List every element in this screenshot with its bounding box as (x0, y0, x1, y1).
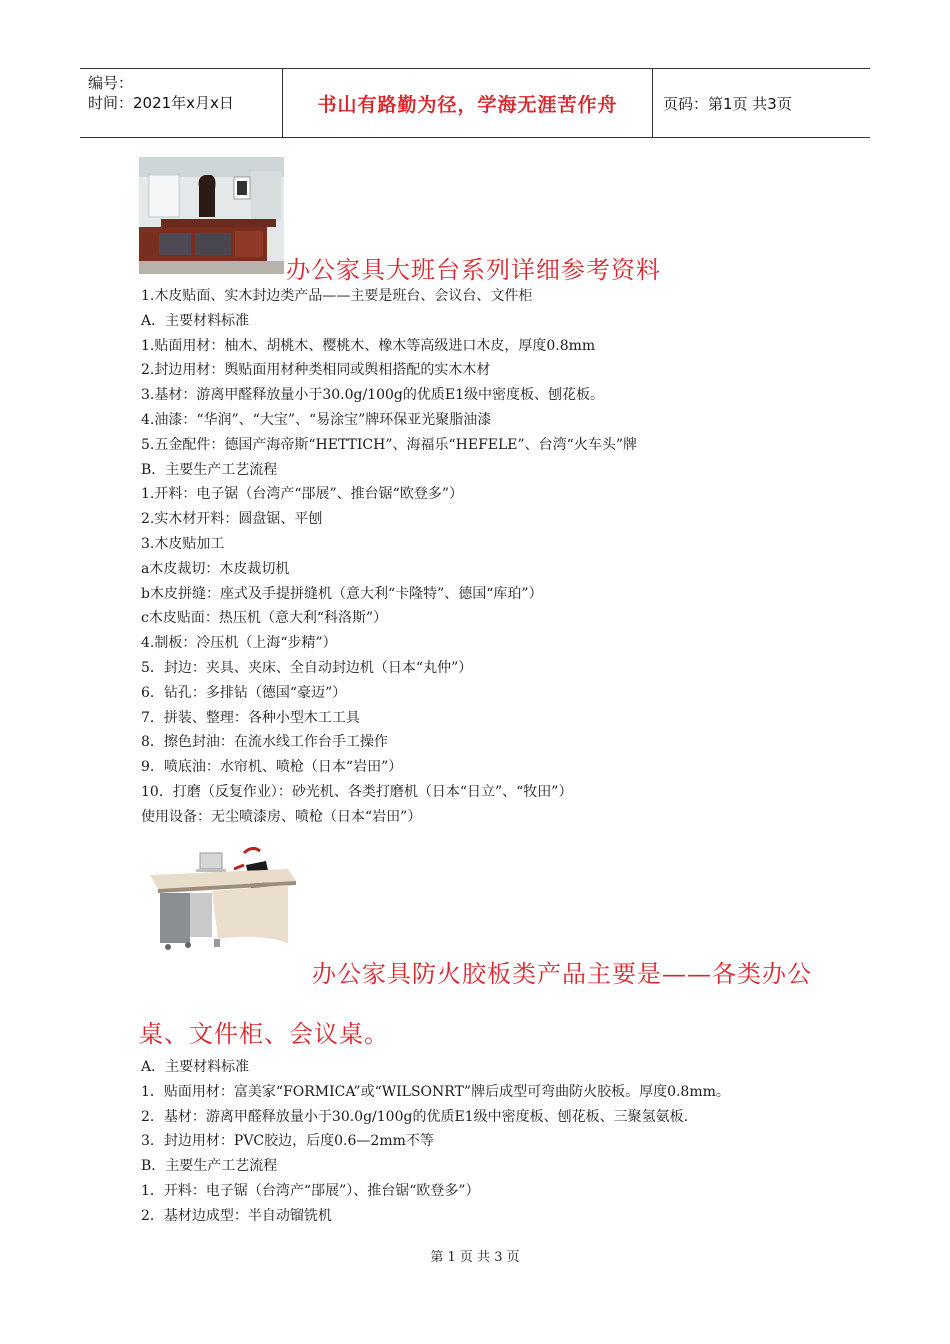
office-desk-image (148, 843, 298, 955)
section1-title: 办公家具大班台系列详细参考资料 (286, 256, 661, 284)
list-item: 3．封边用材：PVC胶边，后度0.6—2mm不等 (141, 1133, 434, 1150)
list-item: 10．打磨（反复作业）：砂光机、各类打磨机（日本“日立”、“牧田”） (141, 783, 573, 800)
header-motto-cell (283, 69, 653, 137)
list-item: b木皮拼缝：座式及手提拼缝机（意大利“卡隆特”、德国“库珀”） (141, 585, 543, 602)
list-item: 8．擦色封油：在流水线工作台手工操作 (141, 734, 388, 751)
motto-text: 书山有路勤为径，学海无涯苦作舟 (317, 93, 618, 116)
list-item: 5.五金配件：德国产海帝斯“HETTICH”、海福乐“HEFELE”、台湾“火车头”牌 (141, 436, 637, 453)
list-item: B．主要生产工艺流程 (141, 1158, 278, 1175)
list-item: 1.贴面用材：柚木、胡桃木、樱桃木、橡木等高级进口木皮，厚度0.8mm (141, 337, 596, 354)
page-header (80, 68, 870, 138)
list-item: A．主要材料标准 (141, 312, 250, 329)
list-item: 2.实木材开料：圆盘锯、平刨 (141, 511, 323, 528)
list-item: 使用设备：无尘喷漆房、喷枪（日本“岩田”） (141, 808, 422, 825)
header-page-info: 页码：第1页 共3页 (663, 94, 792, 113)
list-item: 5．封边：夹具、夹床、全自动封边机（日本“丸仲”） (141, 659, 473, 676)
list-item: 2．基材边成型：半自动镏铣机 (141, 1207, 332, 1224)
list-item: A．主要材料标准 (141, 1059, 250, 1075)
list-item: 4.制板：冷压机（上海“步精”） (141, 635, 337, 652)
list-item: 2.封边用材：舆贴面用材种类相同或舆相搭配的实木木材 (141, 362, 491, 379)
page-footer: 第 1 页 共 3 页 (430, 1250, 520, 1265)
section2-title-line2: 桌、文件柜、会议桌。 (139, 1020, 389, 1048)
list-item: 1．开料：电子锯（台湾产“郘展”）、推台锯“欧登多”） (141, 1182, 480, 1199)
list-item: 4.油漆：“华润”、“大宝”、“易涂宝”牌环保亚光聚脂油漆 (141, 411, 492, 428)
section2-lines (141, 1055, 730, 1229)
serial-label: 编号： (88, 74, 134, 92)
list-item: B．主要生产工艺流程 (141, 461, 278, 478)
list-item: 1．贴面用材：富美家“FORMICA”或“WILSONRT”牌后成型可弯曲防火胶板。厚度0.8mm。 (141, 1083, 730, 1100)
list-item: 3.基材：游离甲醛释放量小于30.0g/100g的优质E1级中密度板、刨花板。 (141, 387, 605, 404)
executive-desk-image (139, 157, 284, 274)
section2-title-line1: 办公家具防火胶板类产品主要是——各类办公 (312, 960, 812, 988)
time-label: 时间：2021年x月x日 (88, 94, 234, 112)
list-item: a木皮裁切：木皮裁切机 (141, 560, 290, 577)
section1-lines (141, 284, 637, 830)
list-item: c木皮贴面：热压机（意大利“科洛斯”） (141, 610, 388, 627)
list-item: 7．拼装、整理：各种小型木工工具 (141, 709, 360, 726)
header-left-cell (80, 69, 283, 137)
list-item: 1.开料：电子锯（台湾产“郘展”、推台锯“欧登多”） (141, 486, 463, 503)
list-item: 9．喷底油：水帘机、喷枪（日本“岩田”） (141, 759, 403, 776)
list-item: 3.木皮贴加工 (141, 535, 225, 552)
list-item: 6．钻孔：多排钻（德国“豪迈”） (141, 684, 347, 701)
list-item: 1.木皮贴面、实木封边类产品——主要是班台、会议台、文件柜 (141, 288, 533, 304)
list-item: 2．基材：游离甲醛释放量小于30.0g/100g的优质E1级中密度板、刨花板、三聚氢氨板. (141, 1108, 689, 1125)
